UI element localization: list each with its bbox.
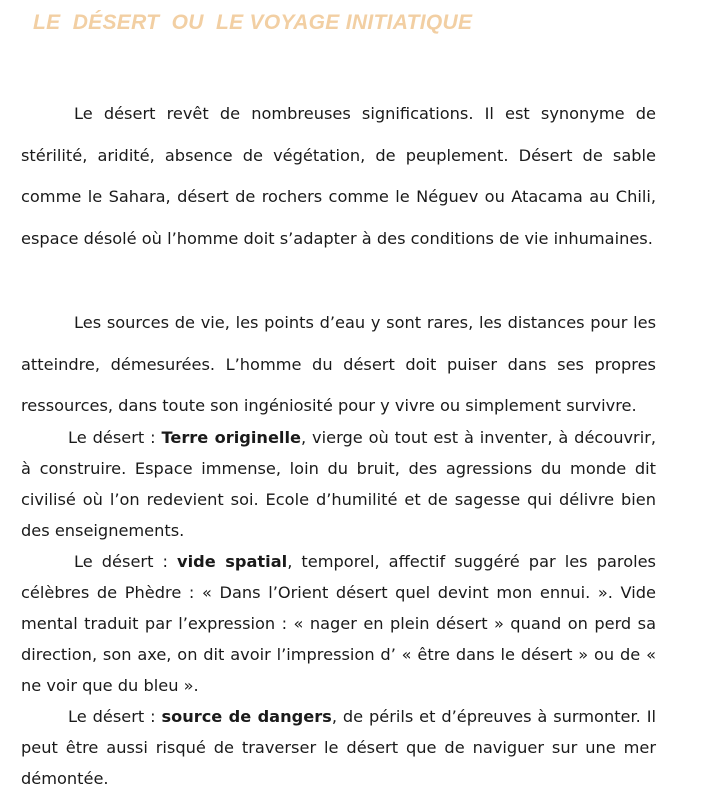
paragraph-5-lead: Le désert : (68, 707, 162, 726)
paragraph-4-keyword: vide spatial (177, 552, 288, 571)
paragraph-4-body: , temporel, affectif suggéré par les paroles célèbres de Phèdre : « Dans l’Orient désert quel devint mon ennui. ». Vide mental traduit par l’expression : « nager en plein désert » quand on perd sa direction, son axe, on dit avoir l’impression d’ « être dans le désert » ou de « ne voir que du bleu ». (21, 552, 656, 695)
paragraph-4 (21, 546, 656, 701)
paragraph-5-keyword: source de dangers (161, 707, 332, 726)
paragraph-3 (21, 422, 656, 546)
paragraph-3-body: , vierge où tout est à inventer, à découvrir, à construire. Espace immense, loin du bruit, des agressions du monde dit civilisé où l’on redevient soi. Ecole d’humilité et de sagesse qui délivre bien des enseignements. (21, 428, 656, 540)
paragraph-2: Les sources de vie, les points d’eau y sont rares, les distances pour les atteindre, démesurées. L’homme du désert doit puiser dans ses propres ressources, dans toute son ingéniosité pour y vivre ou simplement survivre. (21, 313, 656, 415)
paragraph-3-lead: Le désert : (68, 428, 162, 447)
page-title: LE DÉSERT OU LE VOYAGE INITIATIQUE (33, 11, 473, 34)
paragraph-1: Le désert revêt de nombreuses significations. Il est synonyme de stérilité, aridité, absence de végétation, de peuplement. Désert de sable comme le Sahara, désert de rochers comme le Néguev ou Atacama au Chili, espace désolé où l’homme doit s’adapter à des conditions de vie inhumaines. (21, 104, 656, 248)
paragraph-3-keyword: Terre originelle (161, 428, 302, 447)
paragraph-4-lead: Le désert : (74, 552, 178, 571)
paragraph-5-body: , de périls et d’épreuves à surmonter. Il peut être aussi risqué de traverser le désert que de naviguer sur une mer démontée. (21, 707, 656, 788)
paragraph-5 (21, 701, 656, 794)
